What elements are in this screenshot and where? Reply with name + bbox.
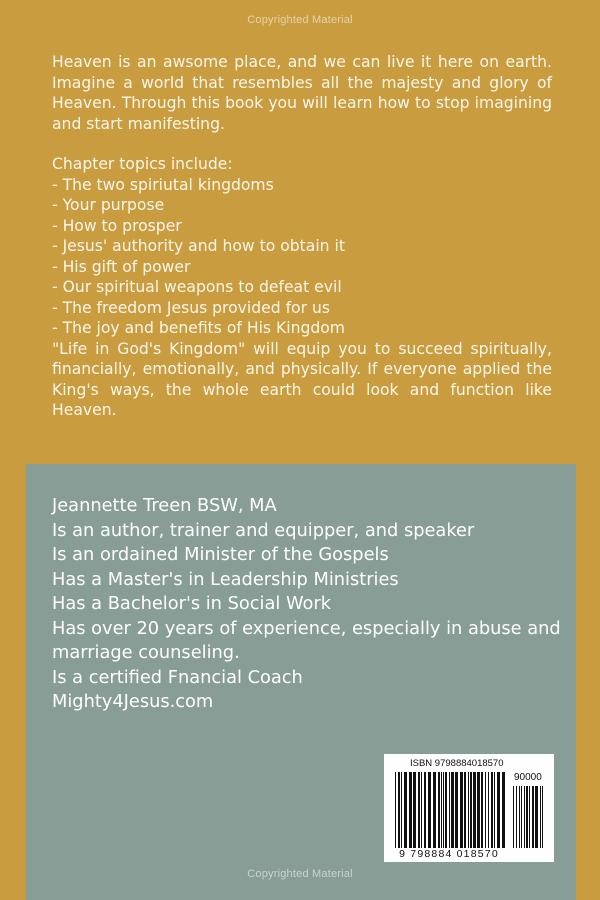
bio-line: Has over 20 years of experience, especially in abuse and marriage counseling. [52, 617, 561, 663]
barcode-bar [529, 786, 530, 848]
barcode-bar [532, 786, 534, 848]
barcode-bar [485, 772, 486, 848]
barcode-bar [404, 772, 407, 848]
barcode-bar [477, 772, 480, 848]
barcode-bar [497, 772, 500, 848]
topic-item: - The freedom Jesus provided for us [52, 298, 330, 317]
barcode-bar [519, 786, 520, 848]
price-barcode-bars [512, 786, 546, 848]
topic-item: - Your purpose [52, 196, 165, 214]
author-name: Jeannette Treen BSW, MA [52, 495, 277, 516]
barcode-bar [494, 772, 495, 848]
barcode-bar [516, 786, 517, 848]
isbn-label: ISBN 9798884018570 [410, 758, 504, 769]
barcode-bar [526, 786, 528, 848]
barcode-bars [394, 772, 506, 848]
author-bio [52, 494, 572, 715]
barcode-bar [542, 786, 543, 848]
bio-line: Is a certified Fnancial Coach [52, 666, 303, 688]
barcode-bar [443, 772, 444, 848]
topic-item: - Our spiritual weapons to defeat evil [52, 278, 342, 296]
barcode-bar [468, 772, 469, 848]
copyright-watermark-bottom: Copyrighted Material [247, 868, 353, 880]
barcode-bar [513, 786, 514, 848]
barcode-bar [535, 786, 538, 848]
barcode-bar [481, 772, 483, 848]
barcode-bar [401, 772, 402, 848]
bio-line: Has a Master's in Leadership Ministries [52, 568, 399, 590]
barcode-bar [424, 772, 426, 848]
topic-item: - Jesus' authority and how to obtain it [52, 237, 345, 255]
isbn-barcode-box [384, 754, 554, 862]
topic-item: - The joy and benefits of His Kingdom [52, 319, 345, 337]
barcode-bar [521, 786, 522, 848]
barcode-bar [449, 772, 450, 848]
barcode-bar [395, 772, 396, 848]
bio-line: Has a Bachelor's in Social Work [52, 593, 332, 614]
bio-line: Is an ordained Minister of the Gospels [52, 544, 389, 565]
topics-heading: Chapter topics include: [52, 155, 233, 173]
topic-item: - The two spiriutal kingdoms [52, 175, 274, 194]
bio-line: Is an author, trainer and equipper, and speaker [52, 519, 475, 541]
barcode-bar [491, 772, 493, 848]
closing-paragraph: "Life in God's Kingdom" will equip you to succeed spiritually, financially, emotionally, and physically. If everyone applied the King's ways, the whole earth could look and function like Heaven. [52, 339, 552, 419]
barcode-bar [433, 772, 436, 848]
barcode-bar [470, 772, 472, 848]
barcode-bar [409, 772, 412, 848]
back-cover-blurb [52, 52, 552, 421]
barcode-bar [398, 772, 400, 848]
barcode-digits: 9 798884 018570 [399, 848, 499, 860]
barcode-bar [441, 772, 442, 848]
topic-item: - His gift of power [52, 257, 191, 276]
barcode-bar [438, 772, 440, 848]
barcode-bar [488, 772, 489, 848]
barcode-bar [418, 772, 420, 848]
chapter-topics [52, 154, 552, 339]
author-website: Mighty4Jesus.com [52, 691, 214, 712]
barcode-bar [413, 772, 416, 848]
barcode-bar [460, 772, 463, 848]
barcode-bar [428, 772, 431, 848]
barcode-bar [502, 772, 505, 848]
topics-list [52, 175, 552, 339]
barcode-bar [445, 772, 447, 848]
topic-item: - How to prosper [52, 216, 182, 235]
barcode-bar [473, 772, 476, 848]
barcode-bar [455, 772, 458, 848]
author-bio-panel [26, 464, 576, 900]
barcode-bar [524, 786, 525, 848]
intro-paragraph: Heaven is an awsome place, and we can live it here on earth. Imagine a world that resembles all the majesty and glory of Heaven. Through this book you will learn how to stop imagining and start manifesting. [52, 53, 552, 133]
barcode-bar [451, 772, 454, 848]
barcode-bar [464, 772, 466, 848]
copyright-watermark-top: Copyrighted Material [247, 14, 353, 26]
price-code: 90000 [514, 772, 542, 783]
barcode-bar [421, 772, 422, 848]
barcode-bar [540, 786, 541, 848]
